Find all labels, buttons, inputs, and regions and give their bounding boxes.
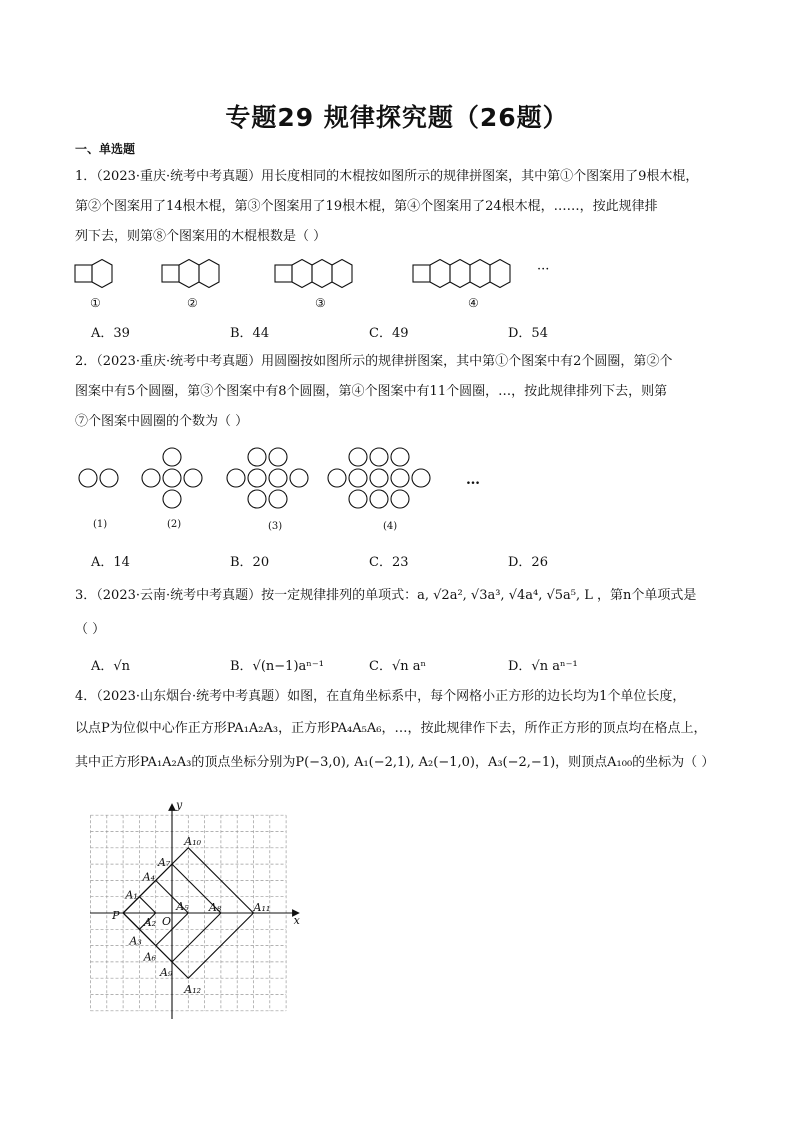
x-axis-label: x: [293, 914, 300, 927]
point-label-A₈: A₈: [208, 901, 222, 914]
q2-option-a[interactable]: A．14: [91, 555, 130, 570]
point-label-A₄: A₄: [142, 870, 156, 884]
q1-label-2: ②: [187, 296, 198, 310]
point-label-A₁₂: A₁₂: [184, 983, 202, 997]
q4-line2: 以点P为位似中心作正方形PA₁A₂A₃，正方形PA₄A₅A₆，…，按此规律作下去，所作正方形的顶点均在格点上，: [75, 721, 707, 736]
q1-ellipsis: ···: [537, 262, 550, 277]
q1-figure-4: [413, 260, 510, 288]
page-title: 专题29 规律探究题（26题）: [225, 103, 569, 132]
q1-figure-1: [75, 260, 112, 288]
origin-label: O: [162, 915, 172, 928]
point-label-A₂: A₂: [143, 916, 157, 929]
q3-line1: 3．（2023·云南·统考中考真题）按一定规律排列的单项式：a, √2a², √3a³, √4a⁴, √5a⁵, L ，第n个单项式是: [75, 588, 697, 603]
q2-label-1: (1): [93, 519, 108, 530]
y-axis-arrow: [169, 804, 175, 810]
point-label-A₁: A₁: [125, 888, 138, 902]
q2-line3: ⑦个图案中圆圈的个数为（ ）: [75, 414, 249, 429]
q4-line3: 其中正方形PA₁A₂A₃的顶点坐标分别为P(−3,0), A₁(−2,1), A₂(−1,0)，A₃(−2,−1)，则顶点A₁₀₀的坐标为（ ）: [75, 755, 715, 770]
q2-figure-4: [328, 448, 430, 508]
q2-label-2: (2): [167, 519, 182, 530]
section-heading: 一、单选题: [75, 142, 136, 156]
q1-line3: 列下去，则第⑧个图案用的木棍根数是（ ）: [75, 229, 327, 244]
q3-line2: （ ）: [75, 622, 106, 637]
point-label-A₉: A₉: [160, 965, 173, 979]
q1-stick-figures: [70, 255, 590, 315]
point-label-A₁₀: A₁₀: [184, 834, 202, 848]
q2-line1: 2．（2023·重庆·统考中考真题）用圆圈按如图所示的规律拼图案，其中第①个图案中有2个圆圈，第②个: [75, 354, 673, 369]
q2-line2: 图案中有5个圆圈，第③个图案中有8个圆圈，第④个图案中有11个圆圈，…，按此规律排列下去，则第: [75, 384, 668, 399]
q1-option-c[interactable]: C．49: [369, 326, 409, 341]
q2-option-d[interactable]: D．26: [508, 555, 548, 570]
q1-label-4: ④: [468, 296, 479, 310]
q3-option-c[interactable]: C．√n aⁿ: [369, 659, 427, 674]
q2-figure-3: [227, 448, 308, 508]
q2-figure-2: [142, 448, 202, 508]
q3-options: [91, 655, 731, 674]
q4-coordinate-figure: [90, 800, 320, 1020]
q1-label-3: ③: [315, 296, 326, 310]
q2-figure-1: [79, 469, 118, 487]
q2-options: [91, 551, 731, 570]
q3-option-b[interactable]: B．√(n−1)aⁿ⁻¹: [230, 659, 324, 674]
point-label-A₁₁: A₁₁: [253, 901, 271, 914]
q3-option-a[interactable]: A．√n: [91, 659, 131, 674]
q1-options: [91, 322, 731, 341]
point-label-A₆: A₆: [143, 950, 157, 964]
point-label-A₃: A₃: [129, 934, 142, 948]
q2-label-4: (4): [383, 521, 398, 532]
q1-option-a[interactable]: A．39: [91, 326, 130, 341]
q3-option-d[interactable]: D．√n aⁿ⁻¹: [508, 659, 578, 674]
y-axis-label: y: [176, 800, 183, 812]
q2-option-b[interactable]: B．20: [230, 555, 270, 570]
q4-line1: 4．（2023·山东烟台·统考中考真题）如图，在直角坐标系中，每个网格小正方形的边长均为1个单位长度，: [75, 689, 686, 704]
point-label-A₅: A₅: [176, 900, 189, 913]
q2-circle-figures: [70, 440, 490, 520]
q1-line1: 1．（2023·重庆·统考中考真题）用长度相同的木棍按如图所示的规律拼图案，其中第①个图案用了9根木棍，: [75, 169, 699, 184]
q2-option-c[interactable]: C．23: [369, 555, 409, 570]
q1-label-1: ①: [90, 296, 101, 310]
q1-option-b[interactable]: B．44: [230, 326, 270, 341]
point-label-A₇: A₇: [158, 856, 171, 870]
q1-line2: 第②个图案用了14根木棍，第③个图案用了19根木棍，第④个图案用了24根木棍，……，按此规律排: [75, 199, 658, 214]
q1-figure-3: [275, 260, 352, 288]
q1-figure-2: [162, 260, 219, 288]
q2-ellipsis: …: [466, 472, 480, 488]
point-p-label: P: [112, 909, 120, 922]
q2-label-3: (3): [268, 521, 283, 532]
q1-option-d[interactable]: D．54: [508, 326, 548, 341]
